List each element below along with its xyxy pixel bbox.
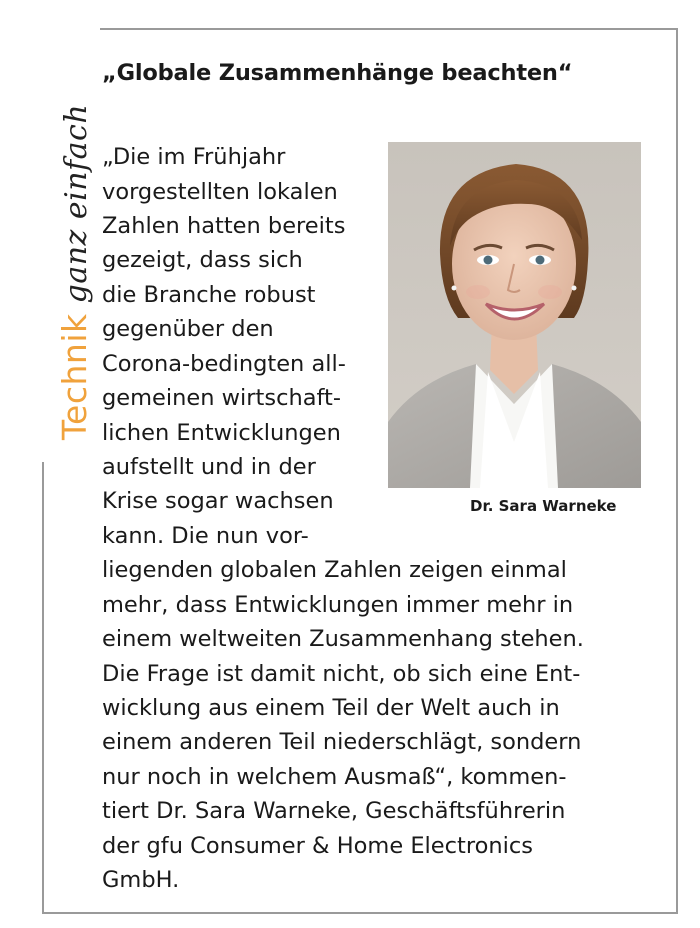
body-line: einem weltweiten Zusammenhang stehen. (102, 626, 584, 652)
brand-logo (55, 103, 94, 440)
body-line: kann. Die nun vor- (102, 523, 309, 549)
body-line: Krise sogar wachsen (102, 488, 334, 514)
body-line: lichen Entwicklungen (102, 420, 341, 446)
body-line: Corona-bedingten all- (102, 351, 346, 377)
body-line: liegenden globalen Zahlen zeigen einmal (102, 557, 567, 583)
body-line: der gfu Consumer & Home Electronics (102, 833, 533, 859)
body-line: gemeinen wirtschaft- (102, 385, 341, 411)
brand-word-ganz-einfach: ganz einfach (59, 103, 94, 304)
portrait-photo (388, 142, 641, 488)
article-headline: „Globale Zusammenhänge beachten“ (102, 60, 573, 86)
body-line: aufstellt und in der (102, 454, 316, 480)
body-line: einem anderen Teil niederschlägt, sondern (102, 729, 582, 755)
body-line: Zahlen hatten bereits (102, 213, 346, 239)
body-line: die Branche robust (102, 282, 316, 308)
body-line: nur noch in welchem Ausmaß“, kommen- (102, 764, 567, 790)
body-line: wicklung aus einem Teil der Welt auch in (102, 695, 560, 721)
frame-left-border (42, 462, 44, 914)
frame-top-border (100, 28, 678, 30)
brand-word-technik: Technik (55, 313, 94, 440)
photo-caption: Dr. Sara Warneke (470, 497, 617, 515)
frame-right-border (676, 28, 678, 914)
frame-bottom-border (42, 912, 678, 914)
body-line: tiert Dr. Sara Warneke, Geschäftsführerin (102, 798, 566, 824)
body-line: gegenüber den (102, 316, 274, 342)
body-line: „Die im Frühjahr (102, 144, 286, 170)
body-line: gezeigt, dass sich (102, 247, 303, 273)
body-line: mehr, dass Entwicklungen immer mehr in (102, 592, 574, 618)
body-line: vorgestellten lokalen (102, 179, 338, 205)
portrait-illustration (388, 142, 641, 488)
body-line: GmbH. (102, 867, 180, 893)
body-line: Die Frage ist damit nicht, ob sich eine Ent- (102, 661, 581, 687)
